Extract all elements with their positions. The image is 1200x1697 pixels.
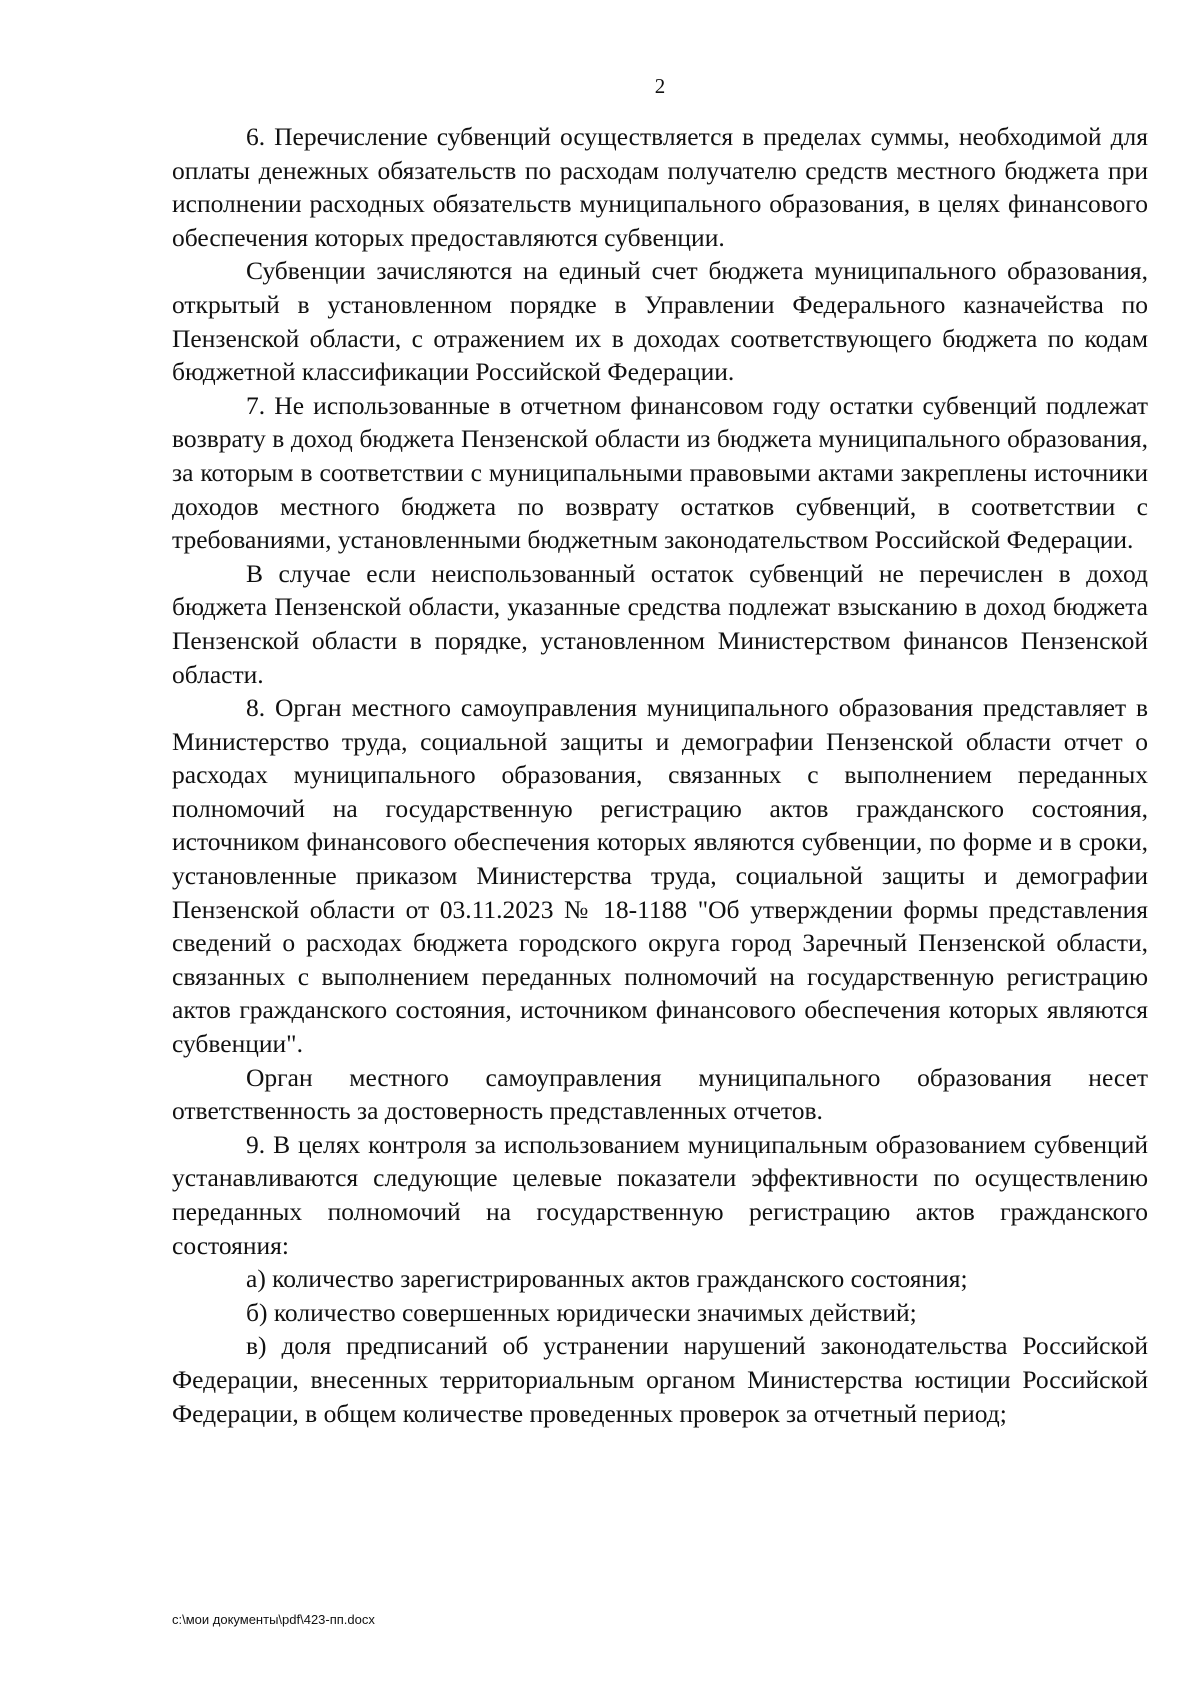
paragraph-text: Не использованные в отчетном финансовом году остатки субвенций подлежат возврату в доход бюджета Пензенской области из бюджета муниципального образования, за которым в соответствии с муниципальными правовыми актами закреплены источники доходов местного бюджета по возврату остатков субвенций, в соответствии с требованиями, установленными бюджетным законодательством Российской Федерации.: [172, 390, 1148, 555]
paragraph-text: Орган местного самоуправления муниципального образования несет ответственность за достоверность представленных отчетов.: [172, 1062, 1148, 1126]
document-body: [172, 120, 1148, 1430]
item-number: 7.: [246, 390, 266, 420]
list-item-v: [172, 1329, 1148, 1430]
paragraph-6: [172, 120, 1148, 254]
page-number: 2: [654, 74, 666, 98]
paragraph-text: В целях контроля за использованием муниципальным образованием субвенций устанавливаются следующие целевые показатели эффективности по осуществлению переданных полномочий на государственную регистрацию актов гражданского состояния:: [172, 1129, 1148, 1260]
paragraph-8-continued: [172, 1061, 1148, 1128]
item-number: 6.: [246, 122, 266, 151]
list-item-text: б) количество совершенных юридически значимых действий;: [246, 1297, 917, 1327]
paragraph-6-continued: [172, 254, 1148, 388]
paragraph-text: Субвенции зачисляются на единый счет бюджета муниципального образования, открытый в установленном порядке в Управлении Федерального казначейства по Пензенской области, с отражением их в доходах соответствующего бюджета по кодам бюджетной классификации Российской Федерации.: [172, 256, 1148, 387]
paragraph-7: [172, 389, 1148, 557]
paragraph-7-continued: [172, 557, 1148, 691]
paragraph-8: [172, 691, 1148, 1061]
list-item-text: в) доля предписаний об устранении нарушений законодательства Российской Федерации, внесенных территориальным органом Министерства юстиции Российской Федерации, в общем количестве проведенных проверок за отчетный период;: [172, 1331, 1148, 1428]
paragraph-9: [172, 1128, 1148, 1262]
list-item-b: [172, 1296, 1148, 1330]
paragraph-text: Орган местного самоуправления муниципального образования представляет в Министерство труда, социальной защиты и демографии Пензенской области отчет о расходах муниципального образования, связанных с выполнением переданных полномочий на государственную регистрацию актов гражданского состояния, источником финансового обеспечения которых являются субвенции, по форме и в сроки, установленные приказом Министерства труда, социальной защиты и демографии Пензенской области от 03.11.2023 № 18-1188 "Об утверждении формы представления сведений о расходах бюджета городского округа город Заречный Пензенской области, связанных с выполнением переданных полномочий на государственную регистрацию актов гражданского состояния, источником финансового обеспечения которых являются субвенции".: [172, 693, 1148, 1059]
list-item-text: а) количество зарегистрированных актов гражданского состояния;: [246, 1264, 968, 1294]
paragraph-text: В случае если неиспользованный остаток субвенций не перечислен в доход бюджета Пензенской области, указанные средства подлежат взысканию в доход бюджета Пензенской области в порядке, установленном Министерством финансов Пензенской области.: [172, 558, 1148, 689]
paragraph-text: Перечисление субвенций осуществляется в пределах суммы, необходимой для оплаты денежных обязательств по расходам получателю средств местного бюджета при исполнении расходных обязательств муниципального образования, в целях финансового обеспечения которых предоставляются субвенции.: [172, 122, 1148, 252]
footer-file-path: c:\мои документы\pdf\423-пп.docx: [172, 1612, 375, 1627]
item-number: 8.: [246, 693, 266, 723]
item-number: 9.: [246, 1129, 266, 1159]
list-item-a: [172, 1262, 1148, 1296]
